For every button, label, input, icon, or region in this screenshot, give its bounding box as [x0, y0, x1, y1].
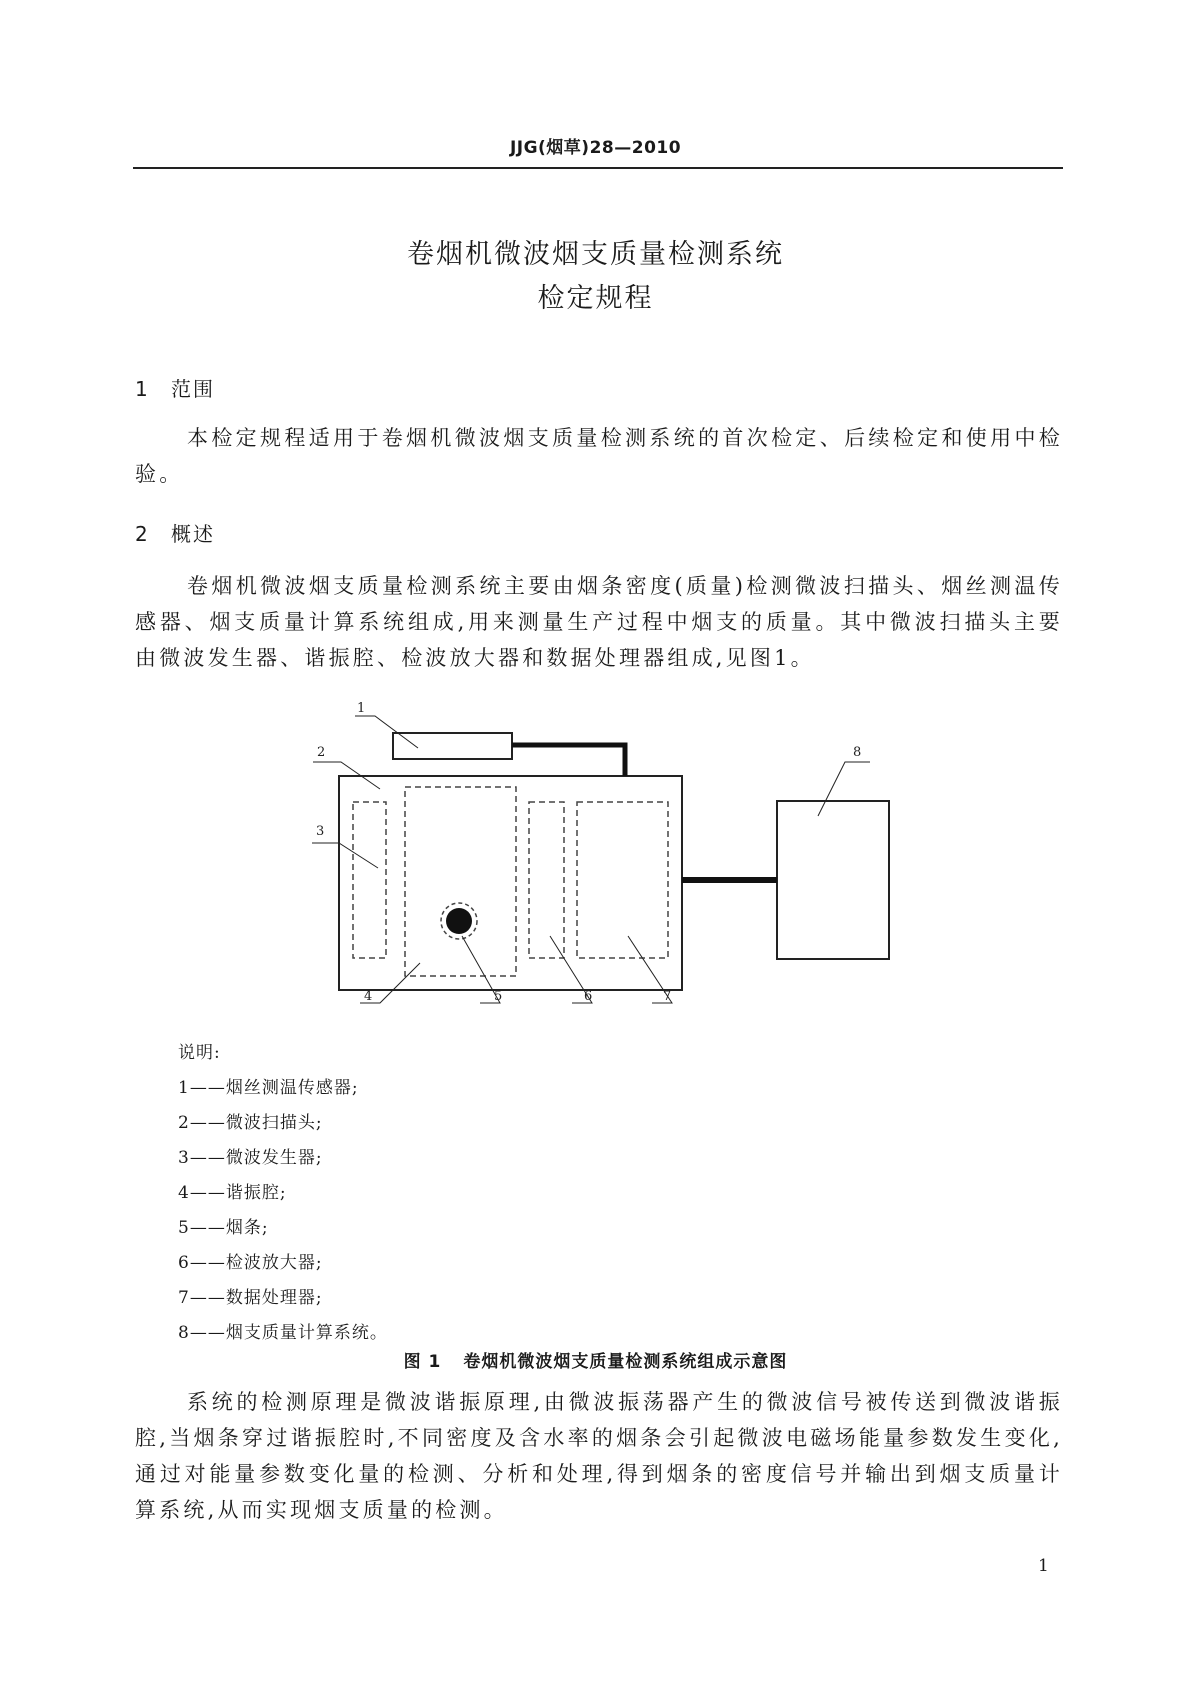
- legend-item-5: 5——烟条;: [178, 1218, 269, 1238]
- page-number: 1: [1038, 1556, 1049, 1576]
- callout-7: 7: [663, 989, 672, 1004]
- figure-caption: [0, 1347, 1191, 1372]
- computing-system-box: [777, 801, 889, 959]
- figure-number: 图 1: [403, 1352, 442, 1372]
- detector-amplifier-box: [529, 802, 564, 958]
- section-1-number: 1: [135, 377, 150, 401]
- section-1-title: 范围: [171, 377, 215, 401]
- callout-3: 3: [316, 824, 325, 839]
- callout-8: 8: [853, 745, 862, 760]
- document-title-line1: 卷烟机微波烟支质量检测系统: [407, 239, 784, 270]
- callout-5: 5: [494, 989, 503, 1004]
- legend-item-2: 2——微波扫描头;: [178, 1113, 323, 1133]
- section-1-paragraph: 本检定规程适用于卷烟机微波烟支质量检测系统的首次检定、后续检定和使用中检验。: [135, 426, 1063, 486]
- microwave-generator-box: [353, 802, 386, 958]
- section-2-paragraph-2: 系统的检测原理是微波谐振原理,由微波振荡器产生的微波信号被传送到微波谐振腔,当烟条穿过谐振腔时,不同密度及含水率的烟条会引起微波电磁场能量参数发生变化,通过对能量参数变化量的检测、分析和处理,得到烟条的密度信号并输出到烟支质量计算系统,从而实现烟支质量的检测。: [135, 1390, 1063, 1522]
- temperature-sensor-box: [393, 733, 512, 759]
- callout-1: 1: [357, 701, 366, 716]
- cigarette-rod: [446, 908, 472, 934]
- legend-title: 说明:: [178, 1043, 221, 1063]
- legend-item-1: 1——烟丝测温传感器;: [178, 1078, 359, 1098]
- legend-item-8: 8——烟支质量计算系统。: [178, 1323, 388, 1343]
- callout-6: 6: [584, 989, 593, 1004]
- figure-legend: [178, 1036, 388, 1351]
- legend-item-4: 4——谐振腔;: [178, 1183, 287, 1203]
- section-2-number: 2: [135, 522, 150, 546]
- callout-4: 4: [364, 989, 373, 1004]
- data-processor-box: [577, 802, 668, 958]
- document-title-line2: 检定规程: [537, 283, 654, 314]
- section-2-title: 概述: [171, 522, 215, 546]
- sensor-cable: [512, 745, 625, 776]
- legend-item-7: 7——数据处理器;: [178, 1288, 323, 1308]
- section-2-paragraph-1: 卷烟机微波烟支质量检测系统主要由烟条密度(质量)检测微波扫描头、烟丝测温传感器、烟支质量计算系统组成,用来测量生产过程中烟支的质量。其中微波扫描头主要由微波发生器、谐振腔、检波放大器和数据处理器组成,见图1。: [135, 574, 1063, 670]
- document-code-header: JJG(烟草)28—2010: [509, 138, 682, 158]
- legend-item-6: 6——检波放大器;: [178, 1253, 323, 1273]
- resonant-cavity-box: [405, 787, 516, 976]
- figure-caption-text: 卷烟机微波烟支质量检测系统组成示意图: [463, 1352, 788, 1372]
- callout-2: 2: [317, 745, 326, 760]
- legend-item-3: 3——微波发生器;: [178, 1148, 323, 1168]
